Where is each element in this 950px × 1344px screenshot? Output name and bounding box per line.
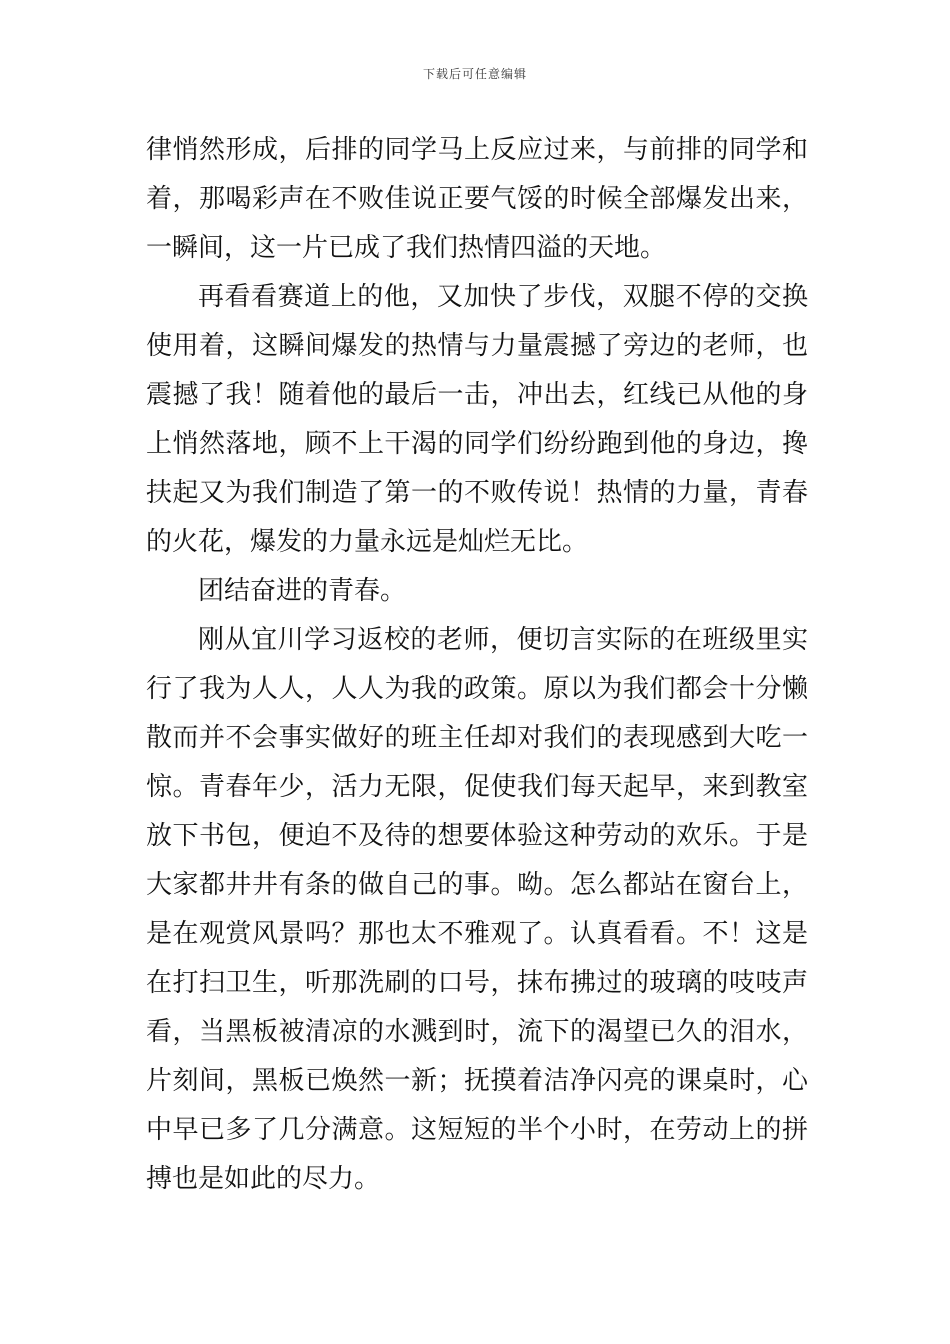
text-line: 看，当黑板被清凉的水溅到时，流下的渴望已久的泪水， <box>146 1017 808 1047</box>
text-line: 惊。青春年少，活力无限，促使我们每天起早，来到教室 <box>146 772 808 802</box>
text-line: 搏也是如此的尽力。 <box>146 1164 381 1194</box>
text-line: 是在观赏风景吗？那也太不雅观了。认真看看。不！这是 <box>146 919 808 949</box>
text-line: 扶起又为我们制造了第一的不败传说！热情的力量，青春 <box>146 478 808 508</box>
text-line: 中早已多了几分满意。这短短的半个小时，在劳动上的拼 <box>146 1115 808 1145</box>
text-line: 大家都井井有条的做自己的事。呦。怎么都站在窗台上， <box>146 870 808 900</box>
body-text <box>146 126 808 1204</box>
text-line: 片刻间，黑板已焕然一新；抚摸着洁净闪亮的课桌时，心 <box>146 1066 808 1096</box>
text-line: 一瞬间，这一片已成了我们热情四溢的天地。 <box>146 233 667 263</box>
text-line: 着，那喝彩声在不败佳说正要气馁的时候全部爆发出来， <box>146 184 808 214</box>
text-line: 行了我为人人，人人为我的政策。原以为我们都会十分懒 <box>146 674 808 704</box>
text-line: 在打扫卫生，听那洗刷的口号，抹布拂过的玻璃的吱吱声 <box>146 968 808 998</box>
text-line: 放下书包，便迫不及待的想要体验这种劳动的欢乐。于是 <box>146 821 808 851</box>
text-line: 刚从宜川学习返校的老师，便切言实际的在班级里实 <box>198 625 808 655</box>
text-line: 上悄然落地，顾不上干渴的同学们纷纷跑到他的身边，搀 <box>146 429 808 459</box>
text-line: 使用着，这瞬间爆发的热情与力量震撼了旁边的老师，也 <box>146 331 808 361</box>
page-header: 下载后可任意编辑 <box>422 67 527 81</box>
text-line: 律悄然形成，后排的同学马上反应过来，与前排的同学和 <box>146 135 808 165</box>
text-line: 散而并不会事实做好的班主任却对我们的表现感到大吃一 <box>146 723 808 753</box>
text-line: 再看看赛道上的他，又加快了步伐，双腿不停的交换 <box>198 282 808 312</box>
text-line: 的火花，爆发的力量永远是灿烂无比。 <box>146 527 589 557</box>
text-line: 震撼了我！随着他的最后一击，冲出去，红线已从他的身 <box>146 380 808 410</box>
text-line: 团结奋进的青春。 <box>198 576 407 606</box>
